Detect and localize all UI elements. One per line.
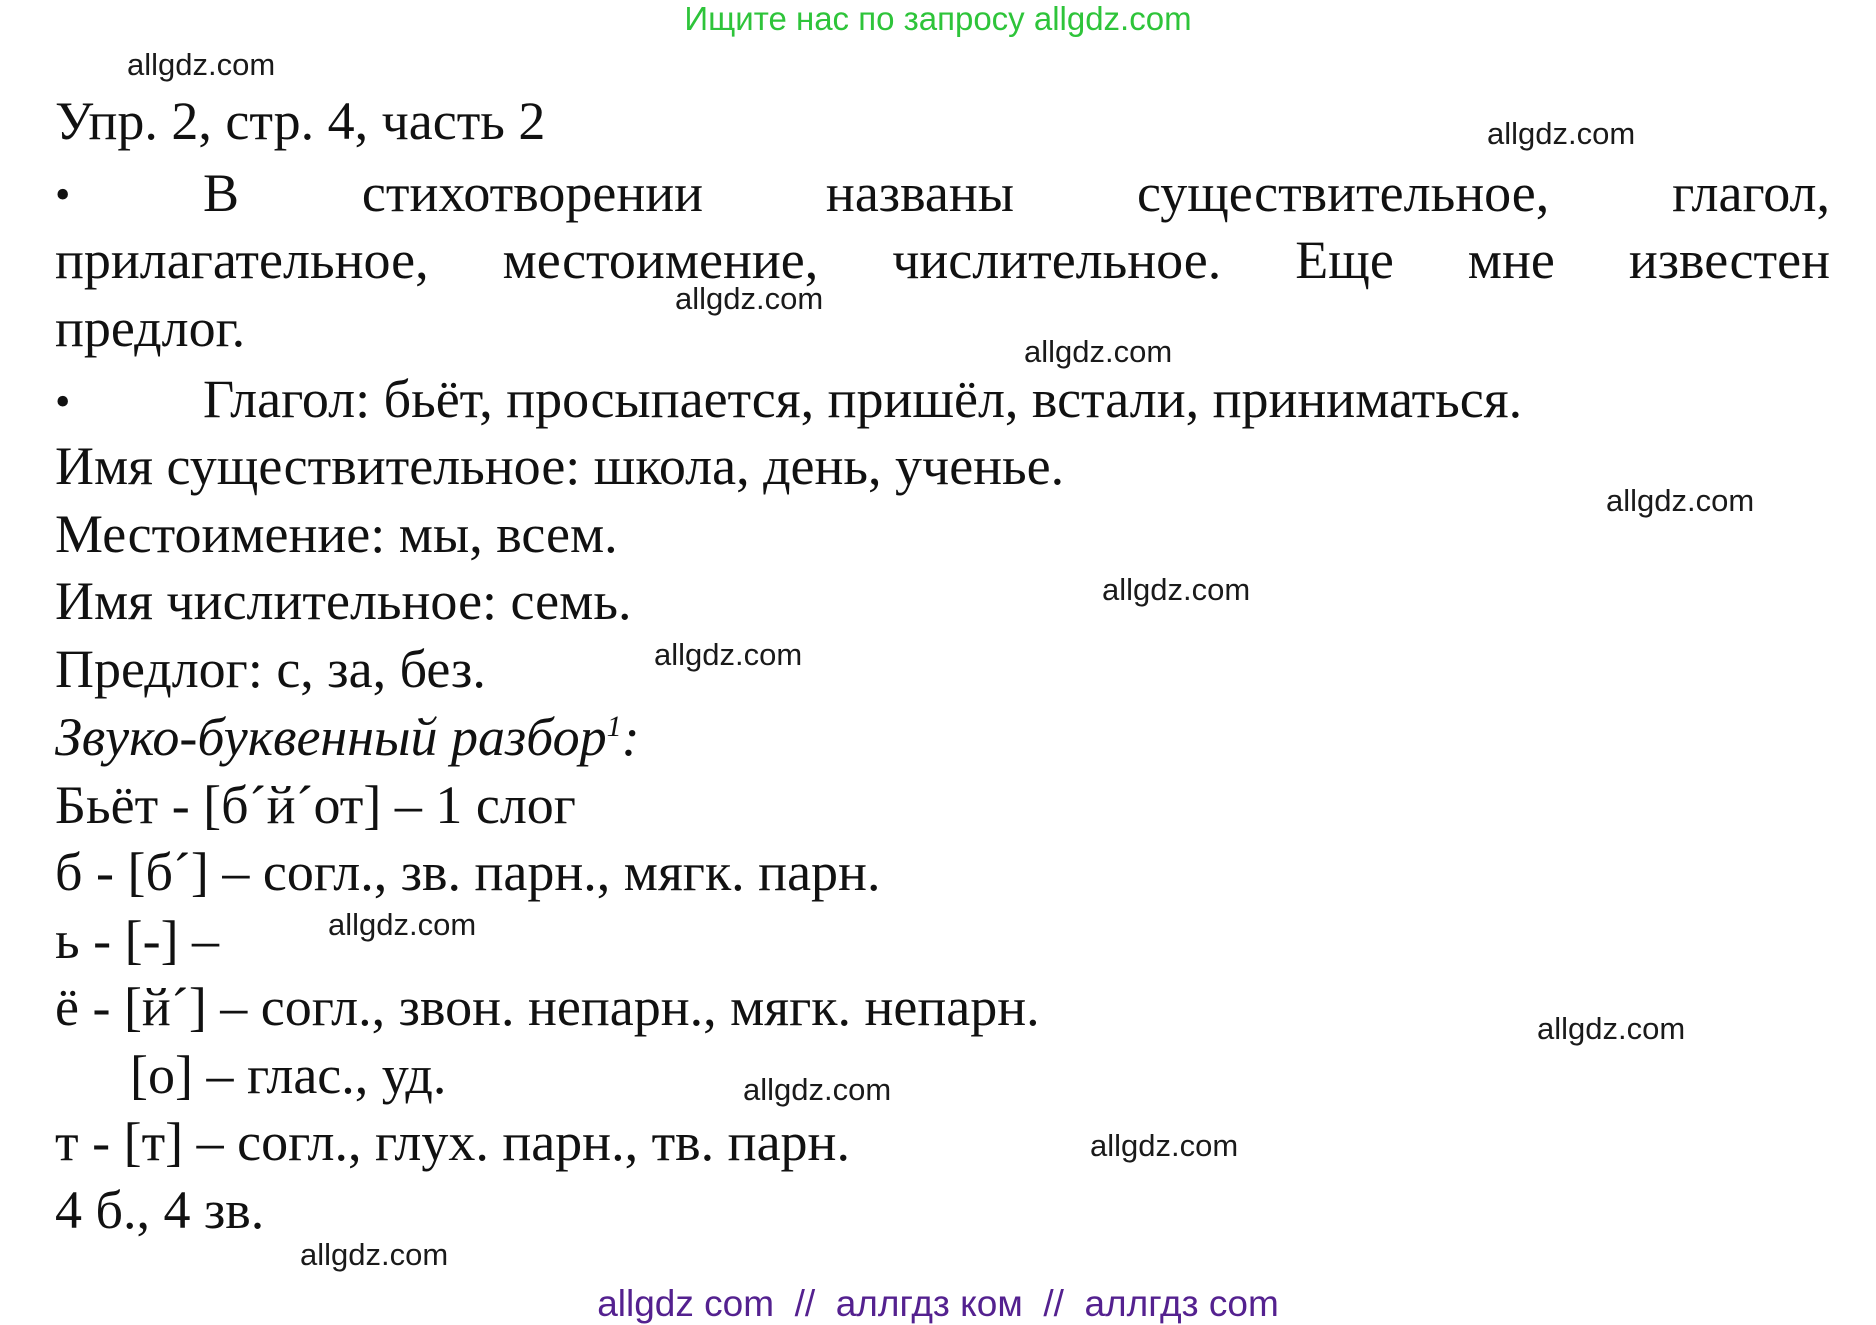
- word-transcription: Бьёт - [б´й´от] – 1 слог: [55, 775, 576, 835]
- watermark: allgdz.com: [1024, 334, 1173, 369]
- nouns-line: Имя существительное: школа, день, ученье.: [55, 436, 1065, 496]
- footer-links: allgdz com // аллгдз ком // аллгдз com: [597, 1283, 1279, 1324]
- bullet-icon: •: [55, 170, 71, 219]
- paragraph1-line3: предлог.: [55, 298, 246, 358]
- watermark: allgdz.com: [1102, 572, 1251, 607]
- verbs-line: Глагол: бьёт, просыпается, пришёл, встали, приниматься.: [203, 369, 1523, 429]
- paragraph1-line1: В стихотворении названы существительное, глагол,: [203, 163, 1830, 223]
- analysis-row: ь - [-] –: [55, 910, 220, 970]
- watermark: allgdz.com: [743, 1072, 892, 1107]
- numerals-line: Имя числительное: семь.: [55, 571, 632, 631]
- analysis-heading-text: Звуко-буквенный разбор: [55, 707, 607, 767]
- watermark: allgdz.com: [328, 907, 477, 942]
- pronouns-line: Местоимение: мы, всем.: [55, 504, 618, 564]
- watermark: allgdz.com: [127, 47, 276, 82]
- watermark: allgdz.com: [300, 1237, 449, 1272]
- analysis-row: ё - [й´] – согл., звон. непарн., мягк. непарн.: [55, 977, 1040, 1037]
- prepositions-line: Предлог: с, за, без.: [55, 639, 486, 699]
- watermark: allgdz.com: [1537, 1011, 1686, 1046]
- analysis-row: [о] – глас., уд.: [130, 1045, 447, 1105]
- paragraph1-line2: прилагательное, местоимение, числительное. Еще мне известен: [55, 230, 1830, 290]
- analysis-heading: [55, 707, 640, 767]
- analysis-total: 4 б., 4 зв.: [55, 1180, 265, 1240]
- exercise-title: Упр. 2, стр. 4, часть 2: [55, 91, 546, 151]
- search-banner: Ищите нас по запросу allgdz.com: [684, 0, 1192, 37]
- watermark: allgdz.com: [1090, 1128, 1239, 1163]
- watermark: allgdz.com: [1606, 483, 1755, 518]
- watermark: allgdz.com: [654, 637, 803, 672]
- analysis-row: т - [т] – согл., глух. парн., тв. парн.: [55, 1112, 850, 1172]
- footnote-mark: 1: [606, 710, 622, 743]
- watermark: allgdz.com: [675, 281, 824, 316]
- watermark: allgdz.com: [1487, 116, 1636, 151]
- analysis-row: б - [б´] – согл., зв. парн., мягк. парн.: [55, 842, 881, 902]
- analysis-heading-colon: :: [621, 707, 640, 767]
- bullet-icon: •: [55, 377, 71, 426]
